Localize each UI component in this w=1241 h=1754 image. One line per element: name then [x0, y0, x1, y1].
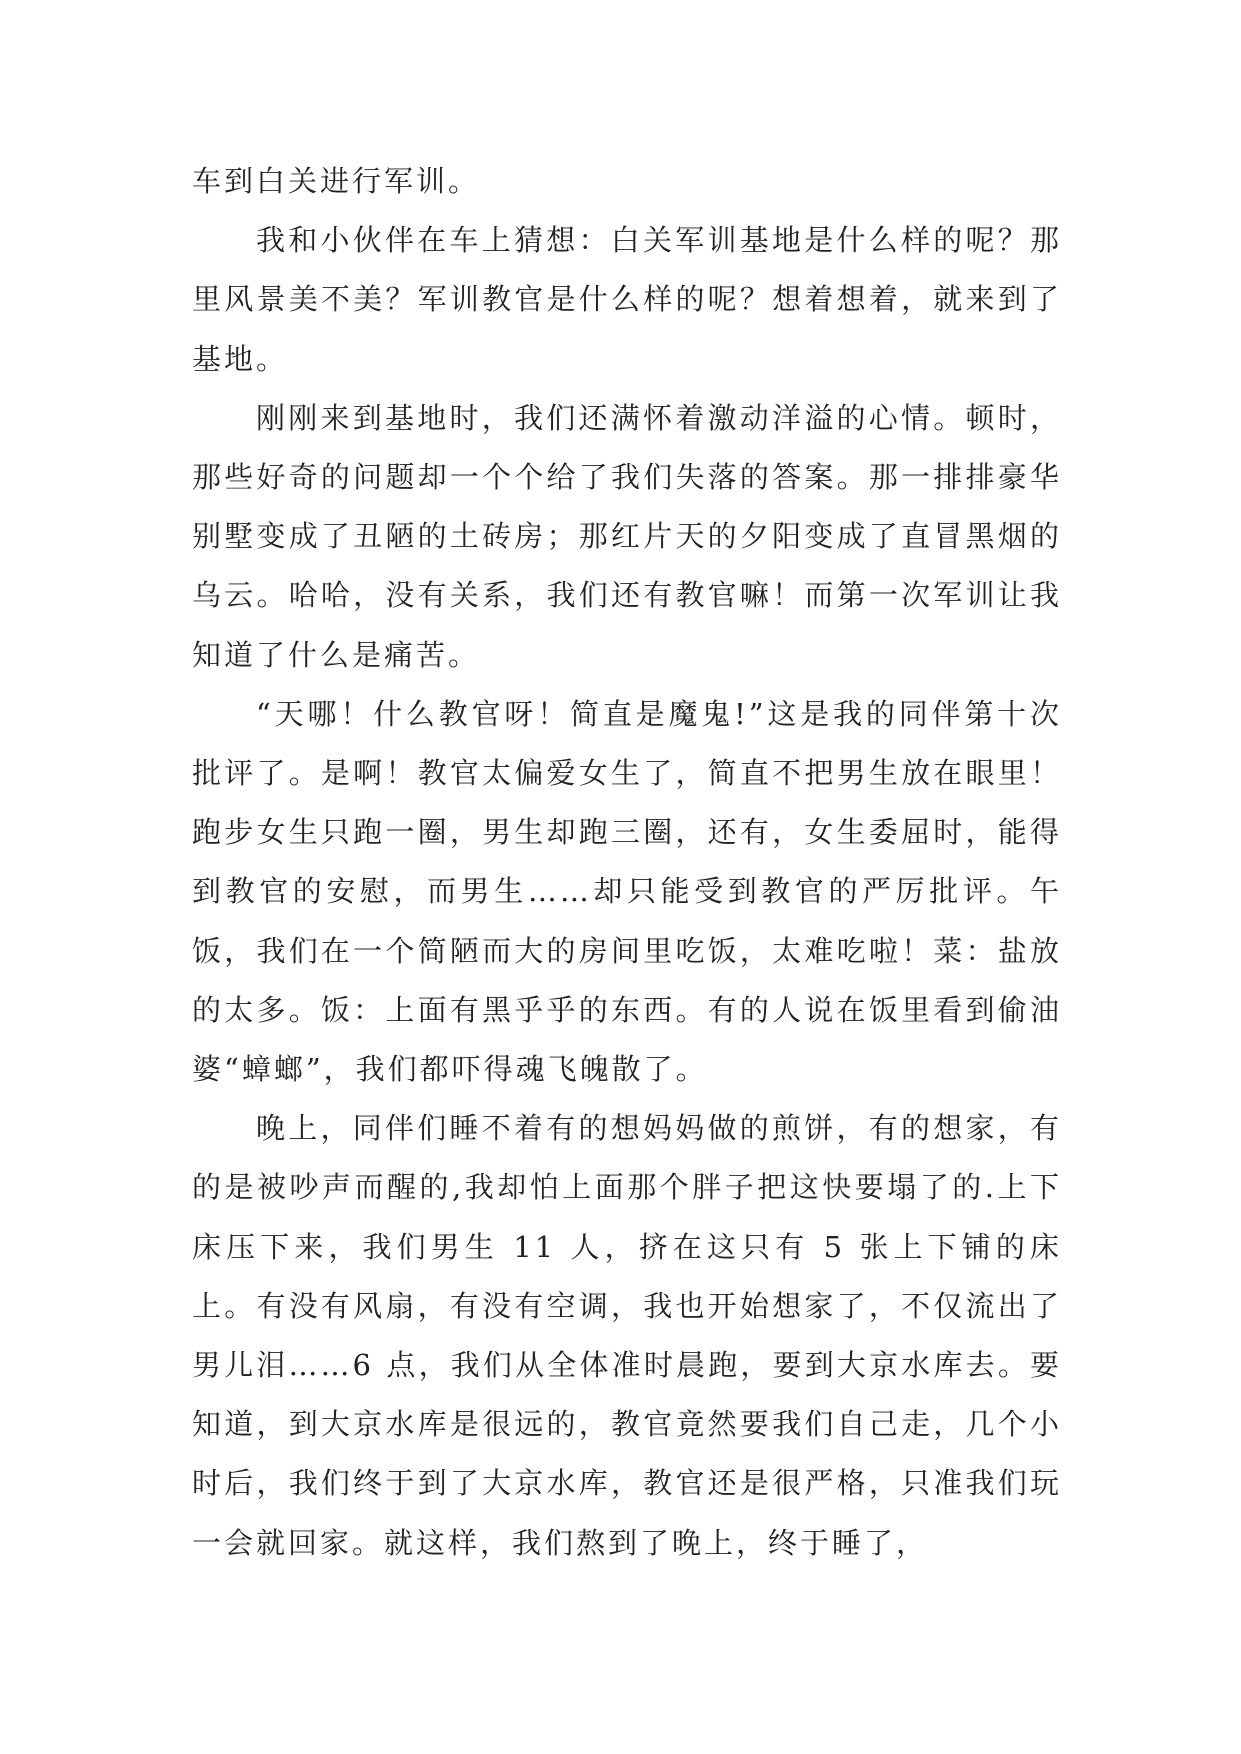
- paragraph-1: 车到白关进行军训。: [192, 164, 481, 198]
- paragraph-2: 我和小伙伴在车上猜想：白关军训基地是什么样的呢？那里风景美不美？军训教官是什么样的呢？想着想着，就来到了基地。: [192, 223, 1062, 376]
- paragraph-5: 晚上，同伴们睡不着有的想妈妈做的煎饼，有的想家，有的是被吵声而醒的,我却怕上面那个胖子把这快要塌了的.上下床压下来，我们男生 11 人，挤在这只有 5 张上下铺的床上。有没有风扇，有没有空调，我也开始想家了，不仅流出了男儿泪……6 点，我们从全体准时晨跑，要到大京水库去。要知道，到大京水库是很远的，教官竟然要我们自己走，几个小时后，我们终于到了大京水库，教官还是很严格，只准我们玩一会就回家。就这样，我们熬到了晚上，终于睡了，: [192, 1111, 1062, 1560]
- paragraph-3: 刚刚来到基地时，我们还满怀着激动洋溢的心情。顿时，那些好奇的问题却一个个给了我们失落的答案。那一排排豪华别墅变成了丑陋的土砖房；那红片天的夕阳变成了直冒黑烟的乌云。哈哈，没有关系，我们还有教官嘛！而第一次军训让我知道了什么是痛苦。: [192, 400, 1062, 672]
- document-body: [192, 152, 1062, 1573]
- paragraph-4: “天哪！什么教官呀！简直是魔鬼!”这是我的同伴第十次批评了。是啊！教官太偏爱女生了，简直不把男生放在眼里！跑步女生只跑一圈，男生却跑三圈，还有，女生委屈时，能得到教官的安慰，而男生……却只能受到教官的严厉批评。午饭，我们在一个简陋而大的房间里吃饭，太难吃啦！菜：盐放的太多。饭：上面有黑乎乎的东西。有的人说在饭里看到偷油婆“蟑螂”，我们都吓得魂飞魄散了。: [192, 696, 1062, 1087]
